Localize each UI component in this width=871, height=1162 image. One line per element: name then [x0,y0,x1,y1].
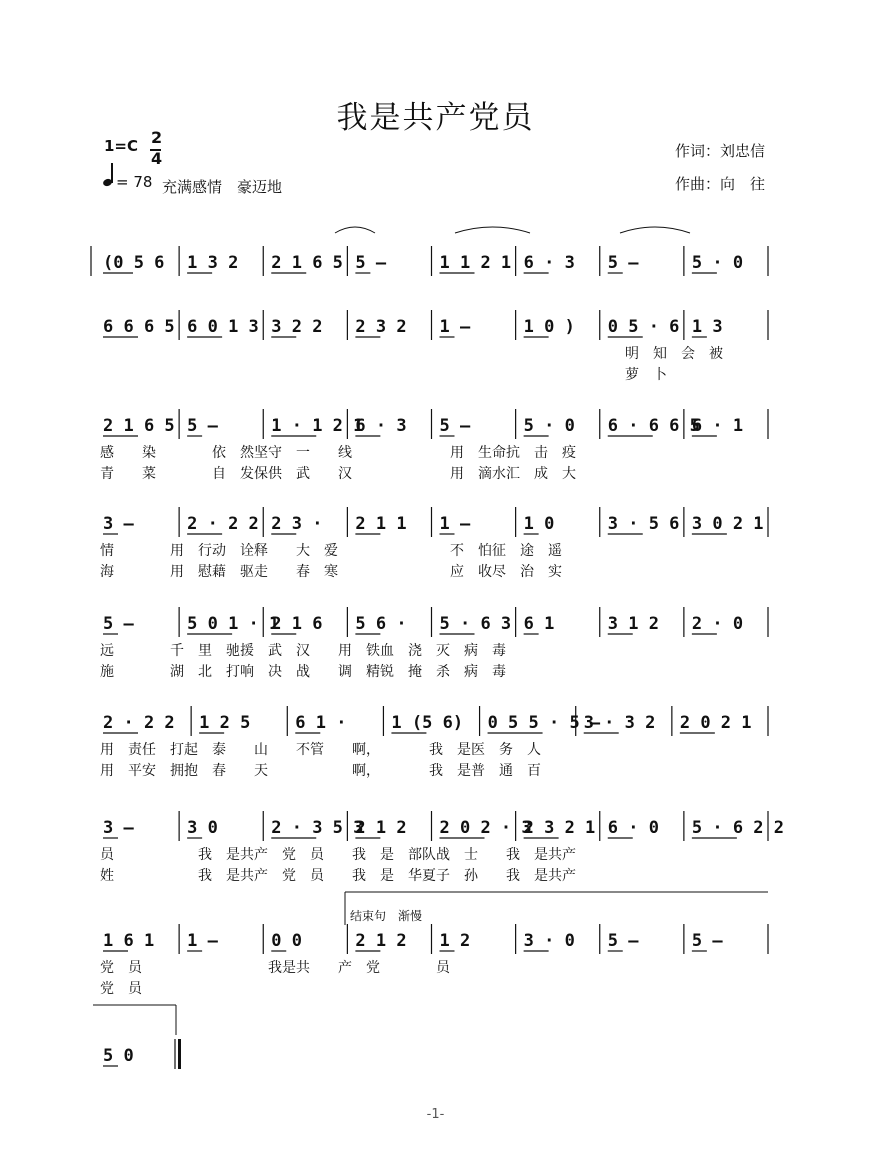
measure-notes: 1 2 [439,931,471,951]
measure-notes: 1 3 [691,317,723,337]
measure-notes: 6 6 6 5 [103,317,175,337]
measure-notes: 6 1 [523,614,555,634]
measure-notes: 6 · 3 [523,253,575,273]
measure-notes: 6 1 · [295,713,347,733]
measure-notes: 0 5 5 · 5 – [487,713,601,733]
lyric-line: 党 员 [100,981,142,997]
lyricist: 作词：刘忠信 [675,142,766,160]
measure-notes: 2 1 6 5 [103,416,175,436]
measure-notes: 1 – [439,514,471,534]
slur [455,227,530,233]
measure-notes: 2 · 2 2 [103,713,175,733]
lyric-line: 萝 卜 [625,367,667,383]
measure-notes: 1 6 1 [103,931,155,951]
measure-notes: 3 · 5 6 [607,514,680,534]
tempo: = 78 [116,173,153,191]
measure-notes: 5 · 6 2 2 [691,818,784,838]
slur [335,227,375,233]
measure-notes: 5 – [607,931,639,951]
measure-notes: 5 – [187,416,218,436]
lyric-line: 用 平安 拥抱 春 天 啊， 我 是普 通 百 [100,763,541,779]
lyric-line: 员 我 是共产 党 员 我 是 部队战 士 我 是共产 [100,847,576,863]
time-signature-bottom: 4 [151,149,163,168]
slur [620,227,690,233]
measure-notes: 6 · 0 [607,818,659,838]
lyric-line: 感 染 依 然坚守 一 线 用 生命抗 击 疫 [100,445,576,461]
composer: 作曲：向 往 [675,175,766,193]
measure-notes: 1 · 1 2 1 [271,416,364,436]
measure-notes: 3 0 2 1 [691,514,764,534]
measure-notes: 6 · 3 [355,416,407,436]
measure-notes: 2 · 3 5 3 [271,818,364,838]
measure-notes: 5 – [439,416,471,436]
lyric-line: 海 用 慰藉 驱走 春 寒 应 收尽 治 实 [100,564,562,580]
measure-notes: 2 · 2 2 [187,514,259,534]
measure-notes: (0 5 6 [103,253,165,273]
measure-notes: 2 1 2 [355,818,407,838]
measure-notes: 5 – [691,931,723,951]
measure-notes: 6 · 6 6 5 [607,416,700,436]
lyric-line: 情 用 行动 诠释 大 爱 不 怕征 途 遥 [100,543,562,559]
lyric-line: 明 知 会 被 [625,346,723,362]
measure-notes: 1 1 2 1 [439,253,512,273]
measure-notes: 3 · 0 [523,931,575,951]
measure-notes: 1 – [187,931,218,951]
lyric-line: 姓 我 是共产 党 员 我 是 华夏子 孙 我 是共产 [100,868,576,884]
lyric-line: 党 员 我是共 产 党 员 [100,960,450,976]
expression-mark: 充满感情 豪迈地 [162,178,283,196]
measure-notes: 0 5 · 6 [607,317,680,337]
measure-notes: 5 0 [103,1046,134,1066]
measure-notes: 2 1 1 [355,514,407,534]
measure-notes: 2 1 2 [355,931,407,951]
measure-notes: 2 3 · [271,514,323,534]
measure-notes: 2 3 2 1 [523,818,596,838]
measure-notes: 3 – [103,818,134,838]
measure-notes: 5 – [607,253,639,273]
song-title: 我是共产党员 [336,100,535,136]
measure-notes: 3 0 [187,818,218,838]
measure-notes: 5 6 · [355,614,407,634]
measure-notes: 5 · 0 [523,416,575,436]
measure-notes: 0 0 [271,931,302,951]
lyric-line: 施 湖 北 打响 决 战 调 精锐 掩 杀 病 毒 [100,664,506,680]
measure-notes: 2 3 2 [355,317,407,337]
measure-notes: 1 3 2 [187,253,239,273]
measure-notes: 6 0 1 3 [187,317,259,337]
measure-notes: 5 0 1 · 1 [187,614,280,634]
lyric-line: 用 责任 打起 泰 山 不管 啊， 我 是医 务 人 [100,742,541,758]
page-number: -1- [426,1107,445,1122]
measure-notes: 3 · 3 2 [583,713,656,733]
lyric-line: 远 千 里 驰援 武 汉 用 铁血 浇 灭 病 毒 [100,643,506,659]
measure-notes: 2 0 2 · 3 [439,818,532,838]
measure-notes: 5 – [103,614,134,634]
key-signature: 1=C [104,137,139,155]
measure-notes: 1 0 ) [523,317,575,337]
final-bar [178,1039,181,1069]
measure-notes: 3 2 2 [271,317,323,337]
ending-annotation: 结束句 渐慢 [350,909,423,923]
measure-notes: 5 – [355,253,387,273]
measure-notes: 5 · 6 3 [439,614,512,634]
measure-notes: 6 · 1 [691,416,744,436]
measure-notes: 2 1 6 [271,614,323,634]
lyric-line: 青 菜 自 发保供 武 汉 用 滴水汇 成 大 [100,466,576,482]
time-signature-top: 2 [151,128,163,147]
measure-notes: 1 0 [523,514,555,534]
measure-notes: 2 1 6 5 [271,253,343,273]
measure-notes: 2 0 2 1 [679,713,752,733]
measure-notes: 3 1 2 [607,614,659,634]
measure-notes: 5 · 0 [691,253,744,273]
measure-notes: 3 – [103,514,134,534]
measure-notes: 1 – [439,317,471,337]
measure-notes: 1 2 5 [199,713,251,733]
measure-notes: 1 (5 6) [391,713,464,733]
measure-notes: 2 · 0 [691,614,744,634]
